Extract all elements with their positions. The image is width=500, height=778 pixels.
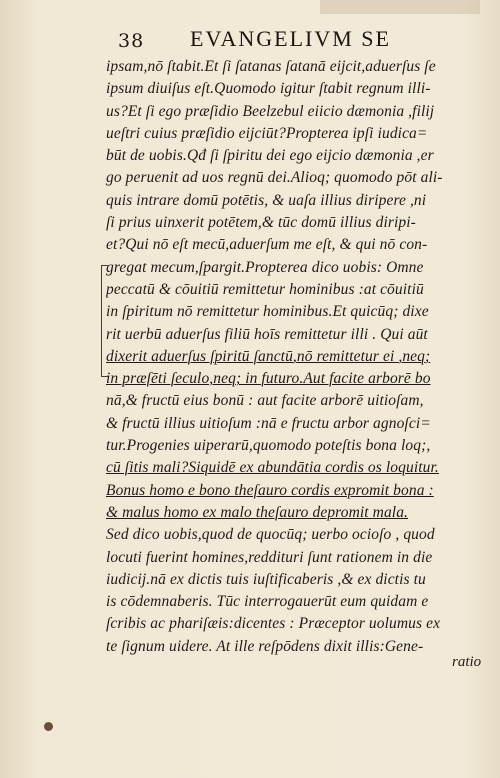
text-line: is cōdemnaberis. Tūc interrogauerūt eum quidam e [106,593,429,611]
running-title: EVANGELIVM SE [190,26,391,51]
text-line: ſi prius uinxerit potētem,& tūc domū illius diripi- [106,214,416,232]
text-line: go peruenit ad uos regnū dei.Alioq; quomodo pōt ali- [106,169,443,187]
text-line: Sed dico uobis,quod de quocūq; uerbo ocioſo , quod [106,526,435,544]
text-line: ſcribis ac phariſæis:dicentes : Præceptor uolumus ex [106,615,441,633]
text-line: ueſtri cuius præſidio eijciūt?Propterea ipſi iudica= [106,124,428,142]
text-line: in ſpiritum nō remittetur hominibus.Et quicūq; dixe [106,303,429,321]
text-line: gregat mecum,ſpargit.Propterea dico uobis: Omne [106,258,424,276]
ink-spot [44,722,53,731]
text-line: tur.Progenies uiperarū,quomodo poteſtis bona loq;, [106,437,431,455]
text-line: rit uerbū aduerſus filiū hoīs remittetur illi . Qui aūt [106,325,428,343]
text-line: nā,& fructū eius bonū : aut facite arborē uitioſam, [106,392,424,410]
text-line: peccatū & cōuitiū remittetur hominibus :at cōuitiū [106,280,424,298]
page-number: 38 [118,30,145,52]
text-line: & fructū illius uitioſum :nā e fructu arbor agnoſci= [106,414,431,432]
text-line: us?Et ſi ego præſidio Beelzebul eiicio dæmonia ,filij [106,102,435,120]
underlined-text: in præſēti ſeculo,neq; in futuro.Aut facite arborē bo [106,370,431,388]
text-line-underlined [106,457,490,479]
text-line: quis intrare domū potētis, & uaſa illius diripere ,ni [106,191,427,209]
underlined-text: cū ſitis mali?Siquidē ex abundātia cordis os loquitur. [106,459,439,477]
text-line: būt de uobis.Qđ ſi ſpiritu dei ego eijcio dæmonia ,er [106,147,434,165]
text-line: ipsam,nō ſtabit.Et ſi ſatanas ſatanā eijcit,aduerſus ſe [106,58,436,75]
catchword: ratio [452,654,482,670]
text-block [106,56,490,658]
underlined-text: dixerit aduerſus ſpiritū ſanctū,nō remittetur ei ,neq; [106,347,431,365]
text-line-underlined [106,368,490,390]
text-line: ipsum diuiſus eſt.Quomodo igitur ſtabit regnum illi- [106,80,431,98]
text-line: te ſignum uidere. At ille reſpōdens dixit illis:Gene- [106,637,424,655]
paper-stain [320,0,480,14]
text-line: iudicij.nā ex dictis tuis iuſtificaberis ,& ex dictis tu [106,570,426,588]
underlined-text: Bonus homo e bono theſauro cordis expromit bona : [106,481,434,499]
underlined-text: & malus homo ex malo theſauro depromit mala. [106,503,409,521]
text-line-underlined [106,480,490,502]
text-line: et?Qui nō eſt mecū,aduerſum me eſt, & qui nō con- [106,236,428,254]
text-line: locuti fuerint homines,reddituri ſunt rationem in die [106,548,433,566]
text-line-underlined [106,502,490,524]
text-line-underlined [106,346,490,368]
